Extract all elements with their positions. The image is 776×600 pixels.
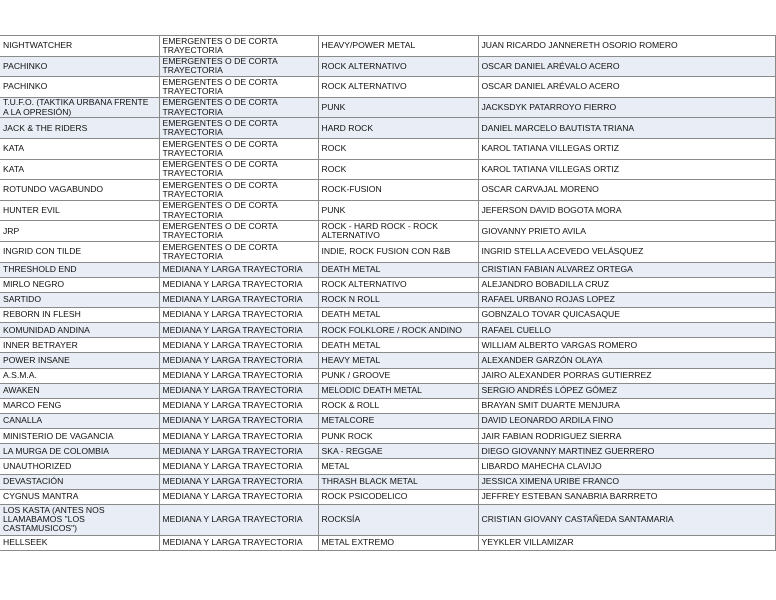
- category-cell: EMERGENTES O DE CORTA TRAYECTORIA: [159, 221, 318, 242]
- category-cell: MEDIANA Y LARGA TRAYECTORIA: [159, 353, 318, 368]
- genre-cell: THRASH BLACK METAL: [318, 474, 478, 489]
- representative-cell: GOBNZALO TOVAR QUICASAQUE: [478, 307, 775, 322]
- band-name-cell: THRESHOLD END: [0, 262, 159, 277]
- table-row: [0, 262, 775, 277]
- band-name-cell: SARTIDO: [0, 292, 159, 307]
- category-cell: MEDIANA Y LARGA TRAYECTORIA: [159, 489, 318, 504]
- representative-cell: DIEGO GIOVANNY MARTINEZ GUERRERO: [478, 444, 775, 459]
- representative-cell: DAVID LEONARDO ARDILA FINO: [478, 413, 775, 428]
- category-cell: MEDIANA Y LARGA TRAYECTORIA: [159, 368, 318, 383]
- representative-cell: RAFAEL CUELLO: [478, 323, 775, 338]
- representative-cell: JESSICA XIMENA URIBE FRANCO: [478, 474, 775, 489]
- representative-cell: ALEJANDRO BOBADILLA CRUZ: [478, 277, 775, 292]
- table-row: [0, 36, 775, 57]
- genre-cell: DEATH METAL: [318, 338, 478, 353]
- table-row: [0, 368, 775, 383]
- band-name-cell: INNER BETRAYER: [0, 338, 159, 353]
- band-name-cell: KATA: [0, 138, 159, 159]
- band-name-cell: JRP: [0, 221, 159, 242]
- representative-cell: OSCAR DANIEL ARÉVALO ACERO: [478, 56, 775, 77]
- spreadsheet-page: [0, 35, 776, 551]
- band-name-cell: HUNTER EVIL: [0, 200, 159, 221]
- category-cell: MEDIANA Y LARGA TRAYECTORIA: [159, 413, 318, 428]
- table-row: [0, 429, 775, 444]
- table-row: [0, 159, 775, 180]
- category-cell: MEDIANA Y LARGA TRAYECTORIA: [159, 429, 318, 444]
- category-cell: MEDIANA Y LARGA TRAYECTORIA: [159, 292, 318, 307]
- genre-cell: INDIE, ROCK FUSION CON R&B: [318, 241, 478, 262]
- band-name-cell: ROTUNDO VAGABUNDO: [0, 180, 159, 201]
- category-cell: EMERGENTES O DE CORTA TRAYECTORIA: [159, 241, 318, 262]
- band-name-cell: PACHINKO: [0, 56, 159, 77]
- representative-cell: CRISTIAN GIOVANY CASTAÑEDA SANTAMARIA: [478, 504, 775, 535]
- table-row: [0, 413, 775, 428]
- table-row: [0, 221, 775, 242]
- representative-cell: OSCAR DANIEL ARÉVALO ACERO: [478, 77, 775, 98]
- band-name-cell: LOS KASTA (ANTES NOS LLAMABAMOS "LOS CASTAMUSICOS"): [0, 504, 159, 535]
- representative-cell: KAROL TATIANA VILLEGAS ORTIZ: [478, 138, 775, 159]
- table-row: [0, 535, 775, 550]
- band-name-cell: INGRID CON TILDE: [0, 241, 159, 262]
- genre-cell: HEAVY METAL: [318, 353, 478, 368]
- representative-cell: OSCAR CARVAJAL MORENO: [478, 180, 775, 201]
- genre-cell: HEAVY/POWER METAL: [318, 36, 478, 57]
- genre-cell: ROCK & ROLL: [318, 398, 478, 413]
- table-row: [0, 323, 775, 338]
- representative-cell: SERGIO ANDRÉS LÓPEZ GÓMEZ: [478, 383, 775, 398]
- table-row: [0, 118, 775, 139]
- band-name-cell: REBORN IN FLESH: [0, 307, 159, 322]
- representative-cell: KAROL TATIANA VILLEGAS ORTIZ: [478, 159, 775, 180]
- representative-cell: WILLIAM ALBERTO VARGAS ROMERO: [478, 338, 775, 353]
- category-cell: MEDIANA Y LARGA TRAYECTORIA: [159, 459, 318, 474]
- band-name-cell: MINISTERIO DE VAGANCIA: [0, 429, 159, 444]
- table-row: [0, 200, 775, 221]
- representative-cell: JACKSDYK PATARROYO FIERRO: [478, 97, 775, 118]
- genre-cell: METAL: [318, 459, 478, 474]
- table-row: [0, 292, 775, 307]
- table-row: [0, 504, 775, 535]
- genre-cell: METAL EXTREMO: [318, 535, 478, 550]
- category-cell: MEDIANA Y LARGA TRAYECTORIA: [159, 535, 318, 550]
- table-row: [0, 398, 775, 413]
- table-row: [0, 180, 775, 201]
- band-name-cell: UNAUTHORIZED: [0, 459, 159, 474]
- category-cell: EMERGENTES O DE CORTA TRAYECTORIA: [159, 77, 318, 98]
- table-row: [0, 77, 775, 98]
- table-row: [0, 353, 775, 368]
- category-cell: EMERGENTES O DE CORTA TRAYECTORIA: [159, 97, 318, 118]
- representative-cell: RAFAEL URBANO ROJAS LOPEZ: [478, 292, 775, 307]
- genre-cell: DEATH METAL: [318, 307, 478, 322]
- genre-cell: PUNK ROCK: [318, 429, 478, 444]
- category-cell: EMERGENTES O DE CORTA TRAYECTORIA: [159, 36, 318, 57]
- table-row: [0, 56, 775, 77]
- representative-cell: ALEXANDER GARZÓN OLAYA: [478, 353, 775, 368]
- representative-cell: GIOVANNY PRIETO AVILA: [478, 221, 775, 242]
- representative-cell: BRAYAN SMIT DUARTE MENJURA: [478, 398, 775, 413]
- genre-cell: PUNK / GROOVE: [318, 368, 478, 383]
- genre-cell: ROCK FOLKLORE / ROCK ANDINO: [318, 323, 478, 338]
- band-name-cell: POWER INSANE: [0, 353, 159, 368]
- category-cell: MEDIANA Y LARGA TRAYECTORIA: [159, 383, 318, 398]
- category-cell: MEDIANA Y LARGA TRAYECTORIA: [159, 444, 318, 459]
- genre-cell: ROCK-FUSION: [318, 180, 478, 201]
- table-row: [0, 444, 775, 459]
- representative-cell: JAIR FABIAN RODRIGUEZ SIERRA: [478, 429, 775, 444]
- band-name-cell: MARCO FENG: [0, 398, 159, 413]
- category-cell: EMERGENTES O DE CORTA TRAYECTORIA: [159, 180, 318, 201]
- band-name-cell: MIRLO NEGRO: [0, 277, 159, 292]
- table-row: [0, 307, 775, 322]
- genre-cell: ROCK ALTERNATIVO: [318, 77, 478, 98]
- table-row: [0, 138, 775, 159]
- genre-cell: ROCK: [318, 138, 478, 159]
- genre-cell: MELODIC DEATH METAL: [318, 383, 478, 398]
- category-cell: EMERGENTES O DE CORTA TRAYECTORIA: [159, 56, 318, 77]
- category-cell: MEDIANA Y LARGA TRAYECTORIA: [159, 474, 318, 489]
- category-cell: MEDIANA Y LARGA TRAYECTORIA: [159, 504, 318, 535]
- band-name-cell: HELLSEEK: [0, 535, 159, 550]
- band-name-cell: T.U.F.O. (TAKTIKA URBANA FRENTE A LA OPRESIÓN): [0, 97, 159, 118]
- category-cell: MEDIANA Y LARGA TRAYECTORIA: [159, 277, 318, 292]
- representative-cell: DANIEL MARCELO BAUTISTA TRIANA: [478, 118, 775, 139]
- band-table-body: [0, 36, 775, 551]
- category-cell: EMERGENTES O DE CORTA TRAYECTORIA: [159, 118, 318, 139]
- category-cell: MEDIANA Y LARGA TRAYECTORIA: [159, 338, 318, 353]
- representative-cell: JEFERSON DAVID BOGOTA MORA: [478, 200, 775, 221]
- genre-cell: ROCK: [318, 159, 478, 180]
- band-name-cell: JACK & THE RIDERS: [0, 118, 159, 139]
- table-row: [0, 459, 775, 474]
- band-name-cell: KOMUNIDAD ANDINA: [0, 323, 159, 338]
- representative-cell: CRISTIAN FABIAN ALVAREZ ORTEGA: [478, 262, 775, 277]
- table-row: [0, 489, 775, 504]
- band-name-cell: CANALLA: [0, 413, 159, 428]
- table-row: [0, 474, 775, 489]
- category-cell: EMERGENTES O DE CORTA TRAYECTORIA: [159, 159, 318, 180]
- representative-cell: JUAN RICARDO JANNERETH OSORIO ROMERO: [478, 36, 775, 57]
- category-cell: MEDIANA Y LARGA TRAYECTORIA: [159, 323, 318, 338]
- genre-cell: ROCKSÍA: [318, 504, 478, 535]
- genre-cell: ROCK ALTERNATIVO: [318, 56, 478, 77]
- genre-cell: ROCK ALTERNATIVO: [318, 277, 478, 292]
- genre-cell: HARD ROCK: [318, 118, 478, 139]
- category-cell: MEDIANA Y LARGA TRAYECTORIA: [159, 262, 318, 277]
- representative-cell: YEYKLER VILLAMIZAR: [478, 535, 775, 550]
- genre-cell: ROCK PSICODELICO: [318, 489, 478, 504]
- genre-cell: ROCK N ROLL: [318, 292, 478, 307]
- table-row: [0, 383, 775, 398]
- table-row: [0, 277, 775, 292]
- table-row: [0, 241, 775, 262]
- band-name-cell: AWAKEN: [0, 383, 159, 398]
- band-name-cell: CYGNUS MANTRA: [0, 489, 159, 504]
- band-name-cell: DEVASTACIÓN: [0, 474, 159, 489]
- band-name-cell: KATA: [0, 159, 159, 180]
- genre-cell: ROCK - HARD ROCK - ROCK ALTERNATIVO: [318, 221, 478, 242]
- representative-cell: INGRID STELLA ACEVEDO VELÁSQUEZ: [478, 241, 775, 262]
- band-table: [0, 35, 776, 551]
- representative-cell: JAIRO ALEXANDER PORRAS GUTIERREZ: [478, 368, 775, 383]
- category-cell: MEDIANA Y LARGA TRAYECTORIA: [159, 398, 318, 413]
- category-cell: MEDIANA Y LARGA TRAYECTORIA: [159, 307, 318, 322]
- genre-cell: SKA - REGGAE: [318, 444, 478, 459]
- category-cell: EMERGENTES O DE CORTA TRAYECTORIA: [159, 138, 318, 159]
- genre-cell: METALCORE: [318, 413, 478, 428]
- table-row: [0, 97, 775, 118]
- genre-cell: DEATH METAL: [318, 262, 478, 277]
- band-name-cell: NIGHTWATCHER: [0, 36, 159, 57]
- table-row: [0, 338, 775, 353]
- category-cell: EMERGENTES O DE CORTA TRAYECTORIA: [159, 200, 318, 221]
- band-name-cell: A.S.M.A.: [0, 368, 159, 383]
- band-name-cell: LA MURGA DE COLOMBIA: [0, 444, 159, 459]
- genre-cell: PUNK: [318, 97, 478, 118]
- representative-cell: LIBARDO MAHECHA CLAVIJO: [478, 459, 775, 474]
- representative-cell: JEFFREY ESTEBAN SANABRIA BARRRETO: [478, 489, 775, 504]
- genre-cell: PUNK: [318, 200, 478, 221]
- band-name-cell: PACHINKO: [0, 77, 159, 98]
